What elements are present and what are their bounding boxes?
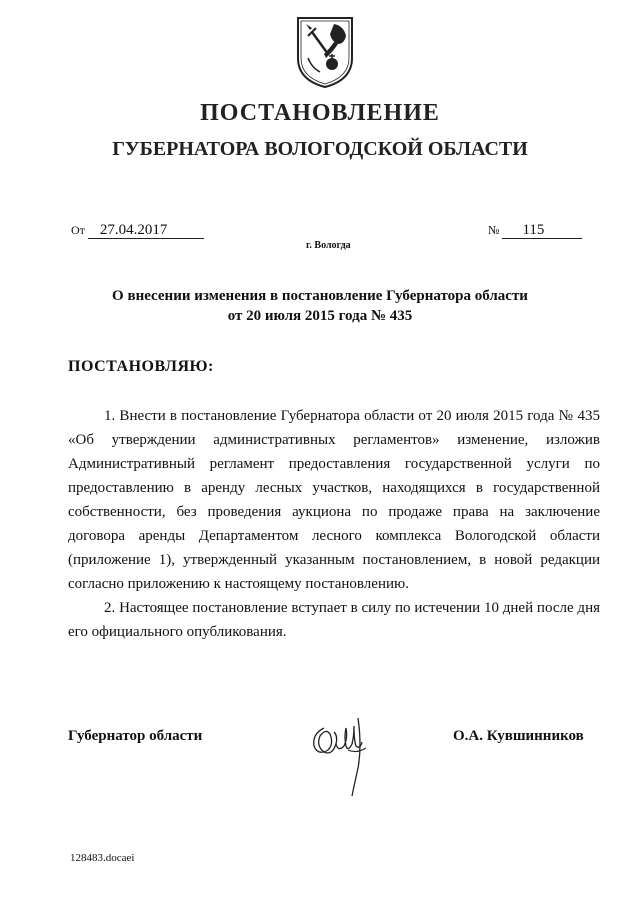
document-title: ПОСТАНОВЛЕНИЕ [200, 100, 440, 126]
document-issuer: ГУБЕРНАТОРА ВОЛОГОДСКОЙ ОБЛАСТИ [112, 138, 528, 160]
city-label: г. Вологда [306, 240, 351, 251]
number-prefix: № [488, 223, 500, 237]
coat-of-arms-icon [294, 14, 356, 90]
date-prefix: От [71, 223, 85, 237]
subject-line-2: от 20 июля 2015 года № 435 [227, 308, 413, 324]
number-field [488, 222, 582, 239]
date-field [71, 222, 204, 239]
signer-title: Губернатор области [68, 728, 203, 744]
number-value: 115 [502, 222, 582, 239]
document-body [68, 404, 600, 644]
body-paragraph-1: 1. Внести в постановление Губернатора области от 20 июля 2015 года № 435 «Об утверждении административных регламентов» изменение, изложив Административный регламент предоставления государственной услуги по предоставлению в аренду лесных участков, находящихся в государственной собственности, без проведения аукциона по продаже права на заключение договора аренды Департаментом лесного комплекса Вологодской области (приложение 1), утвержденный указанным постановлением, в новой редакции согласно приложению к настоящему постановлению. [68, 408, 600, 592]
document-file-id: 128483.docaei [70, 852, 135, 864]
subject-line-1: О внесении изменения в постановление Губернатора области [112, 288, 528, 304]
signature-icon [308, 706, 374, 800]
signer-name: О.А. Кувшинников [453, 728, 584, 744]
document-subject [80, 286, 560, 326]
decree-heading: ПОСТАНОВЛЯЮ: [68, 358, 214, 375]
body-paragraph-2: 2. Настоящее постановление вступает в силу по истечении 10 дней после дня его официального опубликования. [68, 600, 600, 640]
date-value: 27.04.2017 [88, 222, 204, 239]
